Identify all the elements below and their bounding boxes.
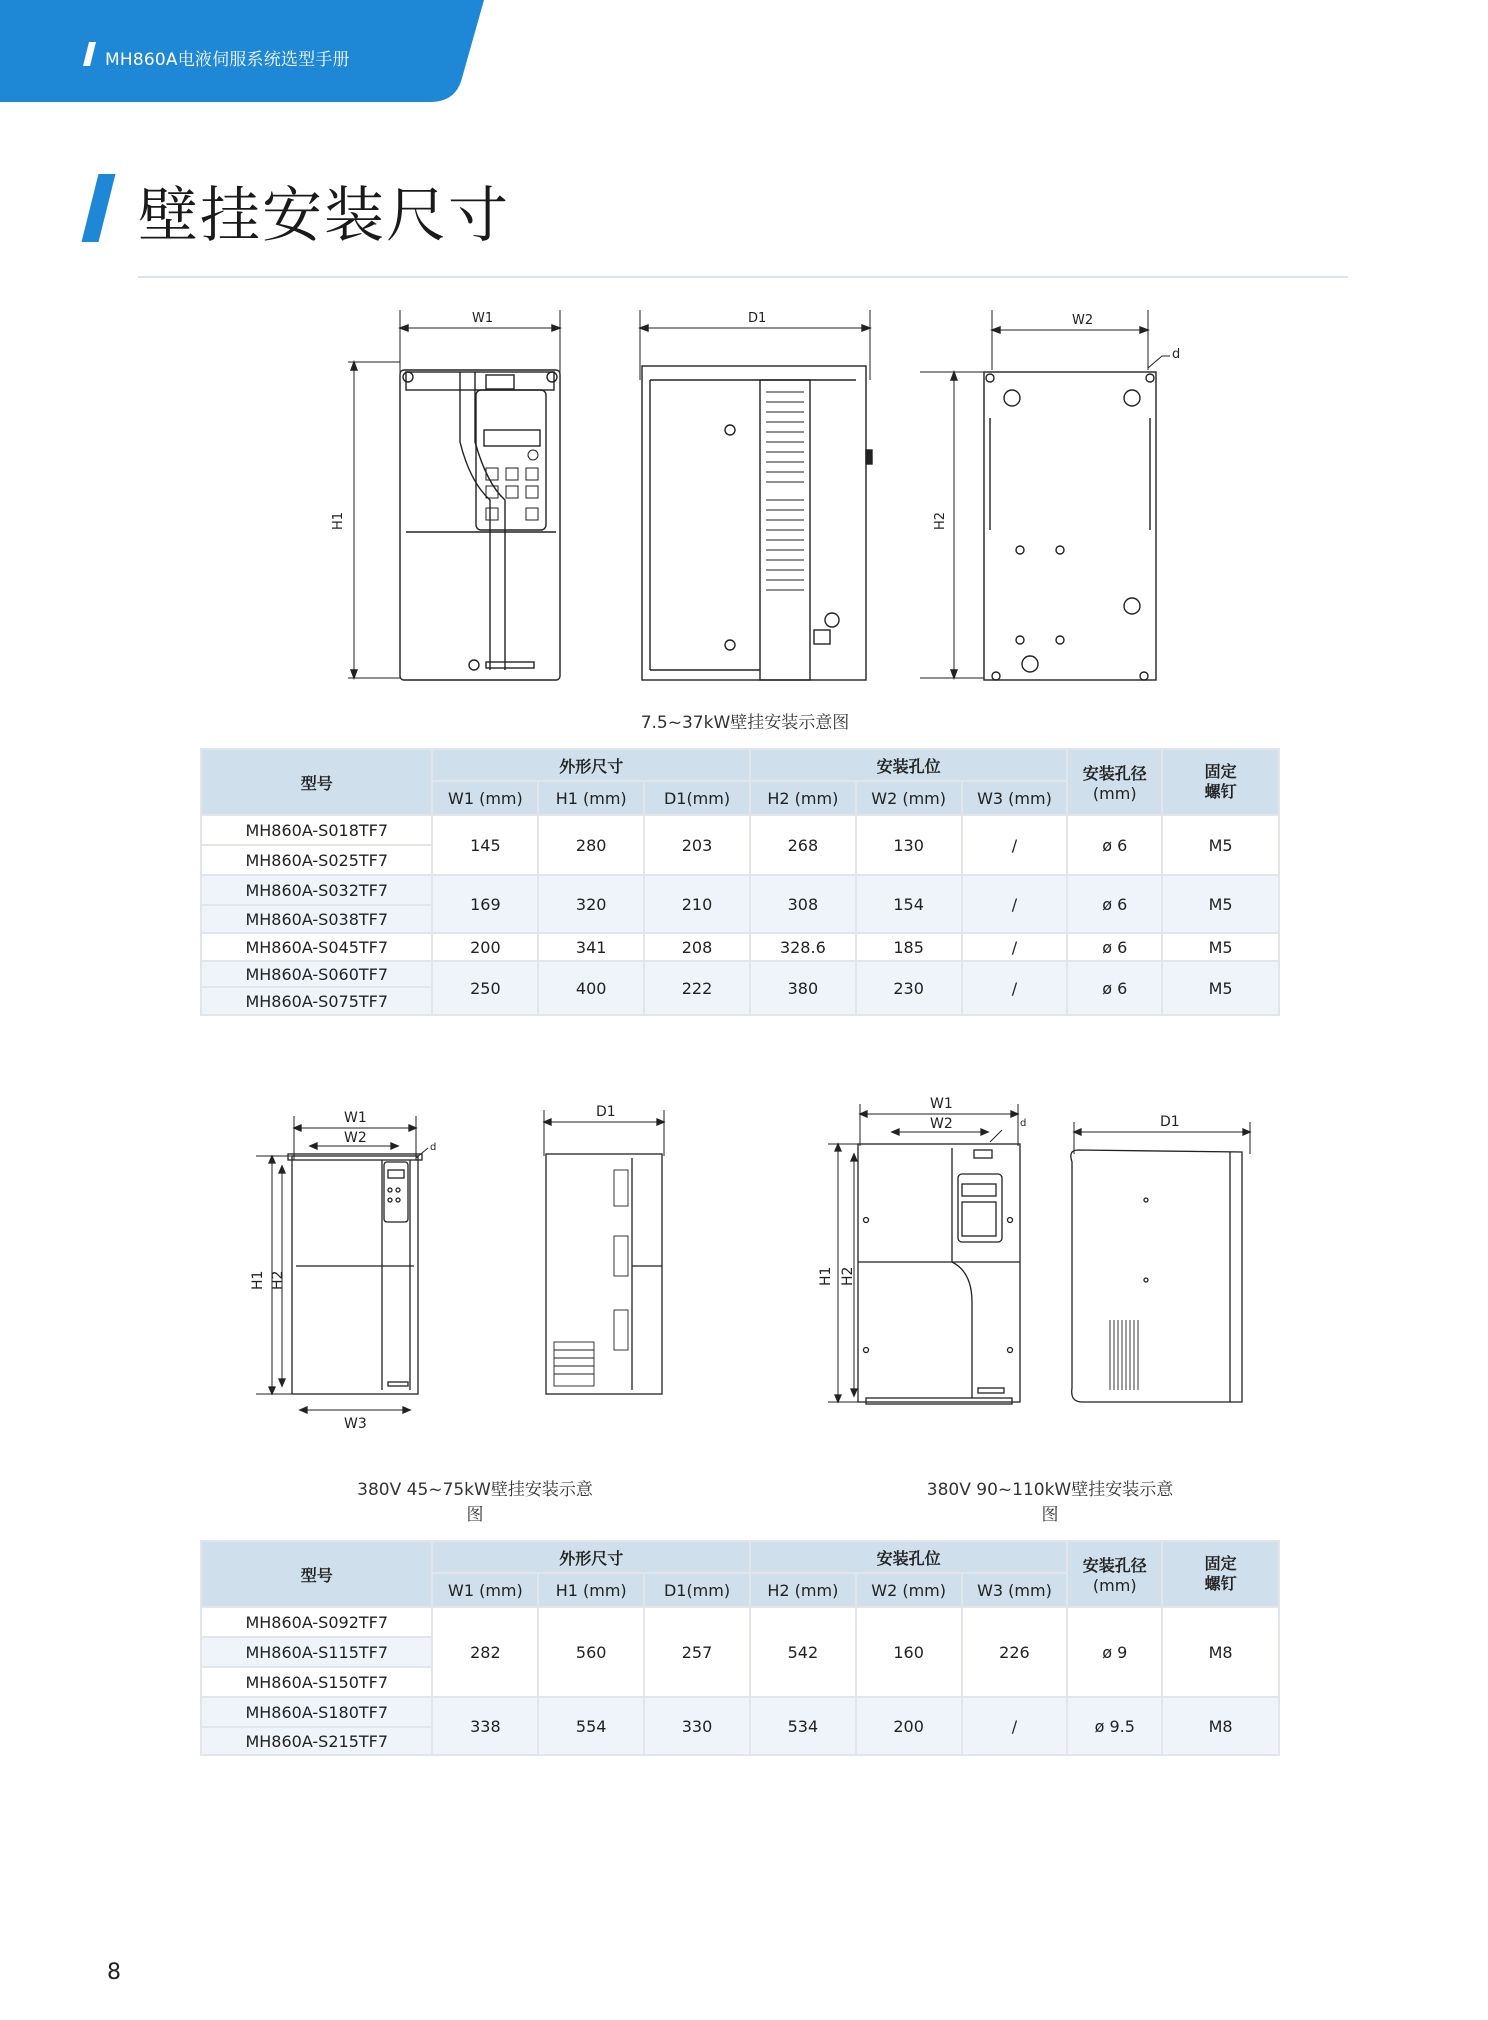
figure-large-drive-drawings <box>810 1090 1270 1440</box>
header-mount-holes: 安装孔位 <box>750 749 1067 781</box>
header-screw: 固定螺钉 <box>1162 749 1279 815</box>
label-d1: D1 <box>596 1104 616 1120</box>
header-d1: D1(mm) <box>644 781 750 815</box>
table-cell: 208 <box>644 933 750 961</box>
model-cell: MH860A-S018TF7 <box>201 815 432 845</box>
label-w2: W2 <box>344 1130 367 1146</box>
table-cell: 534 <box>750 1697 856 1755</box>
table-cell: / <box>962 875 1068 933</box>
label-d: d <box>1020 1118 1027 1129</box>
table-cell: ø 6 <box>1067 875 1162 933</box>
page-title: 壁挂安装尺寸 <box>138 181 510 251</box>
header-outline: 外形尺寸 <box>432 749 749 781</box>
figure-small-drive-drawings <box>320 300 1220 700</box>
label-d1: D1 <box>1160 1114 1180 1130</box>
header-model: 型号 <box>201 749 432 815</box>
spec-table-1 <box>200 748 1280 1016</box>
figure1-caption: 7.5~37kW壁挂安装示意图 <box>640 713 850 733</box>
header-outline: 外形尺寸 <box>432 1541 749 1573</box>
label-d: d <box>430 1142 437 1153</box>
label-h2: H2 <box>840 1266 856 1286</box>
label-h1: H1 <box>331 511 346 530</box>
model-cell: MH860A-S150TF7 <box>201 1667 432 1697</box>
table-cell: / <box>962 815 1068 875</box>
table-cell: 400 <box>538 961 644 1015</box>
label-h1: H1 <box>250 1270 266 1290</box>
model-cell: MH860A-S215TF7 <box>201 1727 432 1755</box>
model-cell: MH860A-S075TF7 <box>201 987 432 1015</box>
table-cell: ø 9.5 <box>1067 1697 1162 1755</box>
side-view-drawing <box>640 310 872 680</box>
table-cell: 185 <box>856 933 962 961</box>
table-cell: 200 <box>432 933 538 961</box>
table-cell: 320 <box>538 875 644 933</box>
model-cell: MH860A-S092TF7 <box>201 1607 432 1637</box>
table-cell: M8 <box>1162 1697 1279 1755</box>
label-h1: H1 <box>818 1266 834 1286</box>
table-cell: 268 <box>750 815 856 875</box>
table-cell: 308 <box>750 875 856 933</box>
table-cell: 200 <box>856 1697 962 1755</box>
label-w2: W2 <box>1072 313 1094 328</box>
table-cell: 280 <box>538 815 644 875</box>
header-w3: W3 (mm) <box>962 781 1068 815</box>
table-cell: / <box>962 961 1068 1015</box>
table-cell: 230 <box>856 961 962 1015</box>
label-w2: W2 <box>930 1116 953 1132</box>
page-number: 8 <box>107 1960 121 1985</box>
header-h2: H2 (mm) <box>750 781 856 815</box>
title-slash-mark <box>82 174 116 242</box>
table-cell: ø 6 <box>1067 815 1162 875</box>
model-cell: MH860A-S032TF7 <box>201 875 432 905</box>
figure3-caption: 380V 90~110kW壁挂安装示意图 <box>926 1480 1174 1525</box>
header-w3: W3 (mm) <box>962 1573 1068 1607</box>
label-w1: W1 <box>344 1110 367 1126</box>
figure-medium-drive-drawings <box>220 1100 690 1440</box>
table-cell: 338 <box>432 1697 538 1755</box>
header-hole-dia: 安装孔径 (mm) <box>1067 749 1162 815</box>
table-cell: M8 <box>1162 1607 1279 1697</box>
table-cell: 203 <box>644 815 750 875</box>
front-view-drawing <box>348 310 560 680</box>
label-w1: W1 <box>472 311 494 326</box>
header-model: 型号 <box>201 1541 432 1607</box>
header-d1: D1(mm) <box>644 1573 750 1607</box>
header-h1: H1 (mm) <box>538 781 644 815</box>
model-cell: MH860A-S025TF7 <box>201 845 432 875</box>
table-cell: 145 <box>432 815 538 875</box>
title-divider <box>138 276 1348 278</box>
label-d: d <box>1172 347 1181 362</box>
header-screw: 固定螺钉 <box>1162 1541 1279 1607</box>
label-w3: W3 <box>344 1416 367 1432</box>
table-cell: ø 9 <box>1067 1607 1162 1697</box>
table-cell: ø 6 <box>1067 961 1162 1015</box>
table-cell: 222 <box>644 961 750 1015</box>
table-cell: 282 <box>432 1607 538 1697</box>
header-w2: W2 (mm) <box>856 1573 962 1607</box>
table-cell: 257 <box>644 1607 750 1697</box>
table-cell: / <box>962 933 1068 961</box>
model-cell: MH860A-S045TF7 <box>201 933 432 961</box>
table-cell: ø 6 <box>1067 933 1162 961</box>
table-cell: 330 <box>644 1697 750 1755</box>
document-title: MH860A电液伺服系统选型手册 <box>105 50 350 70</box>
label-h2: H2 <box>933 511 948 530</box>
label-h2: H2 <box>270 1270 286 1290</box>
table-cell: M5 <box>1162 961 1279 1015</box>
table-cell: 542 <box>750 1607 856 1697</box>
header-tab <box>0 0 484 102</box>
model-cell: MH860A-S115TF7 <box>201 1637 432 1667</box>
table-cell: 130 <box>856 815 962 875</box>
table-cell: M5 <box>1162 815 1279 875</box>
header-h2: H2 (mm) <box>750 1573 856 1607</box>
header-w1: W1 (mm) <box>432 781 538 815</box>
figure2-caption: 380V 45~75kW壁挂安装示意图 <box>357 1480 593 1525</box>
table-cell: 160 <box>856 1607 962 1697</box>
table-cell: / <box>962 1697 1068 1755</box>
model-cell: MH860A-S038TF7 <box>201 905 432 933</box>
table-cell: 250 <box>432 961 538 1015</box>
table-cell: 226 <box>962 1607 1068 1697</box>
header-w2: W2 (mm) <box>856 781 962 815</box>
spec-table-2 <box>200 1540 1280 1756</box>
table-cell: M5 <box>1162 875 1279 933</box>
label-w1: W1 <box>930 1096 953 1112</box>
table-cell: 169 <box>432 875 538 933</box>
header-w1: W1 (mm) <box>432 1573 538 1607</box>
table-cell: M5 <box>1162 933 1279 961</box>
table-cell: 341 <box>538 933 644 961</box>
table-cell: 560 <box>538 1607 644 1697</box>
header-mount-holes: 安装孔位 <box>750 1541 1067 1573</box>
header-h1: H1 (mm) <box>538 1573 644 1607</box>
header-hole-dia: 安装孔径 (mm) <box>1067 1541 1162 1607</box>
table-cell: 380 <box>750 961 856 1015</box>
table-cell: 210 <box>644 875 750 933</box>
back-view-drawing <box>920 310 1170 680</box>
label-d1: D1 <box>748 311 767 326</box>
model-cell: MH860A-S180TF7 <box>201 1697 432 1727</box>
table-cell: 328.6 <box>750 933 856 961</box>
table-cell: 554 <box>538 1697 644 1755</box>
model-cell: MH860A-S060TF7 <box>201 961 432 987</box>
table-cell: 154 <box>856 875 962 933</box>
